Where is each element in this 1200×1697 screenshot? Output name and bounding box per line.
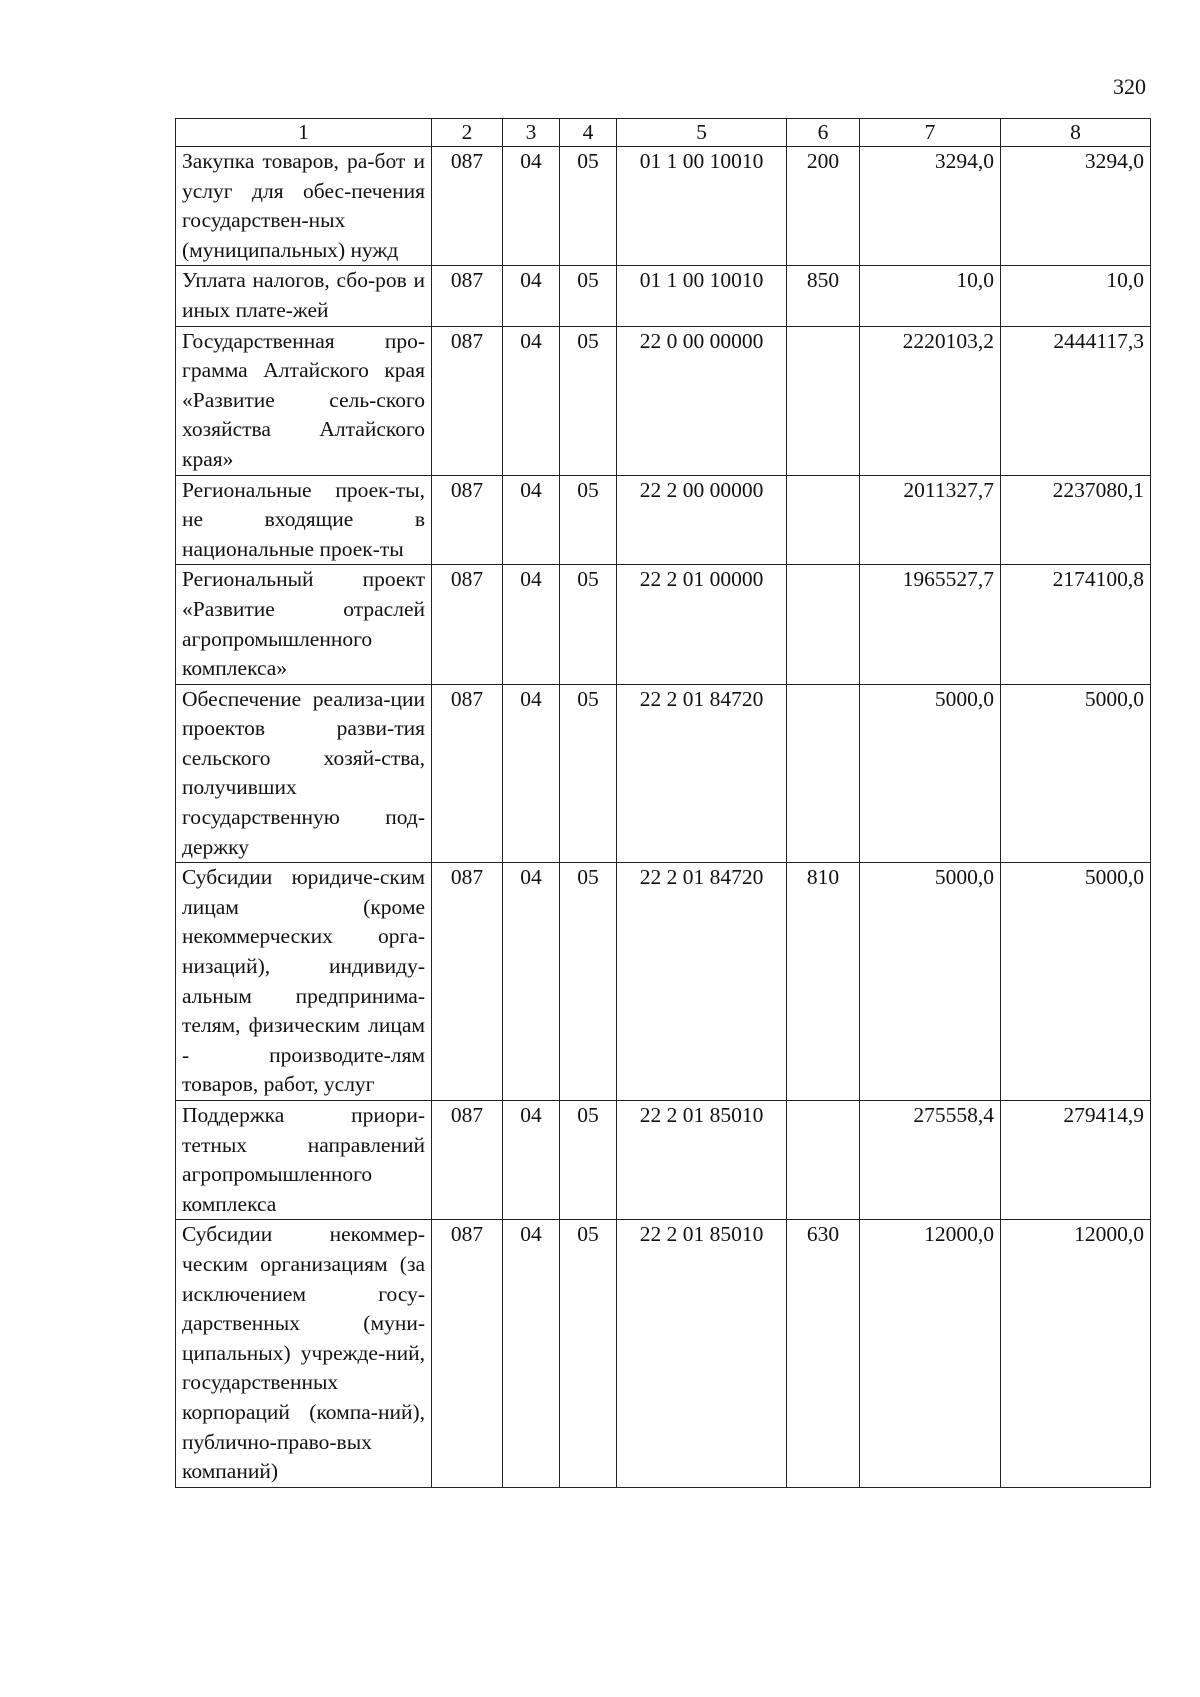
expense-type-code: [787, 475, 860, 565]
amount-column-7: 3294,0: [860, 147, 1001, 266]
table-row: [176, 326, 1151, 475]
amount-column-8: 3294,0: [1001, 147, 1151, 266]
target-article-code: 01 1 00 10010: [617, 266, 787, 326]
amount-column-8: 279414,9: [1001, 1101, 1151, 1220]
section-code: 04: [503, 266, 560, 326]
target-article-code: 22 2 01 84720: [617, 684, 787, 863]
amount-column-7: 5000,0: [860, 684, 1001, 863]
section-code: 04: [503, 1220, 560, 1487]
column-number-1: 1: [176, 119, 432, 147]
subsection-code: 05: [560, 1101, 617, 1220]
ministry-code: 087: [432, 326, 503, 475]
item-name: Закупка товаров, ра-бот и услуг для обес-печения государствен-ных (муниципальных) нужд: [176, 147, 432, 266]
ministry-code: 087: [432, 863, 503, 1101]
amount-column-8: 5000,0: [1001, 863, 1151, 1101]
subsection-code: 05: [560, 1220, 617, 1487]
item-name: Государственная про-грамма Алтайского края «Развитие сель-ского хозяйства Алтайского края»: [176, 326, 432, 475]
amount-column-7: 2220103,2: [860, 326, 1001, 475]
item-name: Обеспечение реализа-ции проектов разви-тия сельского хозяй-ства, получивших государственную под-держку: [176, 684, 432, 863]
subsection-code: 05: [560, 863, 617, 1101]
item-name: Субсидии некоммер-ческим организациям (за исключением госу-дарственных (муни-ципальных) учрежде-ний, государственных корпораций (компа-ний), публично-право-вых компаний): [176, 1220, 432, 1487]
expense-type-code: [787, 684, 860, 863]
ministry-code: 087: [432, 266, 503, 326]
ministry-code: 087: [432, 684, 503, 863]
item-name: Уплата налогов, сбо-ров и иных плате-жей: [176, 266, 432, 326]
expense-type-code: 810: [787, 863, 860, 1101]
column-number-4: 4: [560, 119, 617, 147]
target-article-code: 22 0 00 00000: [617, 326, 787, 475]
column-index-row: [176, 119, 1151, 147]
amount-column-8: 2237080,1: [1001, 475, 1151, 565]
table-row: [176, 475, 1151, 565]
column-number-6: 6: [787, 119, 860, 147]
item-name: Субсидии юридиче-ским лицам (кроме некоммерческих орга-низаций), индивиду-альным предпринима-телям, физическим лицам - производите-лям товаров, работ, услуг: [176, 863, 432, 1101]
expense-type-code: [787, 1101, 860, 1220]
target-article-code: 01 1 00 10010: [617, 147, 787, 266]
budget-table: [175, 118, 1151, 1488]
amount-column-7: 1965527,7: [860, 565, 1001, 684]
amount-column-7: 5000,0: [860, 863, 1001, 1101]
section-code: 04: [503, 326, 560, 475]
column-number-8: 8: [1001, 119, 1151, 147]
ministry-code: 087: [432, 1220, 503, 1487]
target-article-code: 22 2 01 85010: [617, 1220, 787, 1487]
ministry-code: 087: [432, 1101, 503, 1220]
table-row: [176, 1101, 1151, 1220]
table-row: [176, 1220, 1151, 1487]
amount-column-7: 12000,0: [860, 1220, 1001, 1487]
amount-column-7: 2011327,7: [860, 475, 1001, 565]
subsection-code: 05: [560, 565, 617, 684]
expense-type-code: 200: [787, 147, 860, 266]
page-number: 320: [1113, 74, 1146, 99]
column-number-7: 7: [860, 119, 1001, 147]
ministry-code: 087: [432, 565, 503, 684]
column-number-5: 5: [617, 119, 787, 147]
ministry-code: 087: [432, 147, 503, 266]
expense-type-code: [787, 565, 860, 684]
ministry-code: 087: [432, 475, 503, 565]
expense-type-code: 850: [787, 266, 860, 326]
target-article-code: 22 2 01 84720: [617, 863, 787, 1101]
amount-column-8: 2174100,8: [1001, 565, 1151, 684]
subsection-code: 05: [560, 475, 617, 565]
amount-column-8: 2444117,3: [1001, 326, 1151, 475]
section-code: 04: [503, 475, 560, 565]
subsection-code: 05: [560, 684, 617, 863]
amount-column-8: 5000,0: [1001, 684, 1151, 863]
amount-column-7: 10,0: [860, 266, 1001, 326]
table-row: [176, 266, 1151, 326]
item-name: Региональные проек-ты, не входящие в национальные проек-ты: [176, 475, 432, 565]
target-article-code: 22 2 00 00000: [617, 475, 787, 565]
table-row: [176, 684, 1151, 863]
expense-type-code: 630: [787, 1220, 860, 1487]
subsection-code: 05: [560, 266, 617, 326]
section-code: 04: [503, 684, 560, 863]
amount-column-8: 12000,0: [1001, 1220, 1151, 1487]
subsection-code: 05: [560, 147, 617, 266]
table-row: [176, 565, 1151, 684]
target-article-code: 22 2 01 00000: [617, 565, 787, 684]
subsection-code: 05: [560, 326, 617, 475]
item-name: Поддержка приори-тетных направлений агропромышленного комплекса: [176, 1101, 432, 1220]
expense-type-code: [787, 326, 860, 475]
section-code: 04: [503, 863, 560, 1101]
column-number-2: 2: [432, 119, 503, 147]
section-code: 04: [503, 147, 560, 266]
amount-column-8: 10,0: [1001, 266, 1151, 326]
table-row: [176, 147, 1151, 266]
item-name: Региональный проект «Развитие отраслей агропромышленного комплекса»: [176, 565, 432, 684]
table-row: [176, 863, 1151, 1101]
section-code: 04: [503, 1101, 560, 1220]
target-article-code: 22 2 01 85010: [617, 1101, 787, 1220]
column-number-3: 3: [503, 119, 560, 147]
amount-column-7: 275558,4: [860, 1101, 1001, 1220]
section-code: 04: [503, 565, 560, 684]
